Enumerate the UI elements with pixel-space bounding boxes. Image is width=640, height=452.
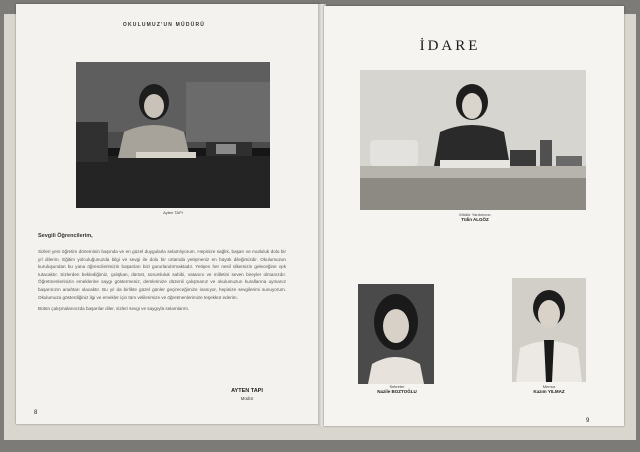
assistant-principal-photo-image [360,70,586,210]
letter-body [38,248,286,313]
letter-paragraph: Sizleri yeni öğretim döneminin başında ve en güzel duygularla selamlıyorum. Hepinize sağlık, başarı ve mutluluk dolu bir yıl dilerim. Eğitim yolculuğunuzda bilgi ve sevgi ile dolu bir ortamda yetişmeniz en büyük dileğimizdir. Okulumuzun kuruluşundan bu yana öğrencilerimizin başarıları bizi gururlandırmaktadır. Yetişen her nesil ülkemizin geleceğine ışık tutacaktır. Sizlerden beklediğimiz, çalışkan, dürüst, sorumluluk sahibi, vatanını ve milletini seven bireyler olmanızdır. Öğretmenlerinizin emeklerine saygı göstermeniz, derslerinize düzenli çalışmanız ve okulumuzun kurallarına uymanız başarınızın anahtarı olacaktır. Bu yıl da birlikte güzel günler geçireceğimize inanıyor, hepinize sevgilerimi sunuyorum. Okulumuza gösterdiğiniz ilgi ve emekler için tüm velilerimize ve öğretmenlerimize teşekkür ederim. [38,249,286,300]
principal-photo [76,62,270,208]
letter-closing: Bütün çalışmalarınızda başarılar diler, sizleri sevgi ve saygıyla selamlarım. [38,306,190,312]
page-title: İDARE [419,38,481,54]
left-caption-role: Sekreter [389,384,405,389]
secretary-photo [358,284,434,384]
principal-photo-image [76,62,270,208]
right-caption-name: Kazım YILMAZ [533,389,565,394]
top-caption-role: Müdür Yardımcısı [459,212,491,217]
secretary-photo-image [358,284,434,384]
left-page-header: OKULUMUZ'UN MÜDÜRÜ [122,22,206,28]
right-caption-role: Memur [542,384,556,389]
principal-photo-caption: Ayten TAPI [163,210,183,215]
top-caption-name: Tülin ALGÖZ [461,217,489,222]
left-photo-caption [362,384,432,394]
left-page-number: 8 [34,410,38,416]
signature-name: AYTEN TAPI [231,388,263,394]
clerk-photo [512,278,586,382]
left-caption-name: Nazile BOZTOĞLU [377,389,417,394]
top-photo-caption [440,212,510,222]
greeting: Sevgili Öğrencilerim, [38,233,93,239]
clerk-photo-image [512,278,586,382]
assistant-principal-photo [360,70,586,210]
signature-role: Müdür [240,396,254,401]
right-page-number: 9 [586,418,590,424]
right-photo-caption [514,384,584,394]
